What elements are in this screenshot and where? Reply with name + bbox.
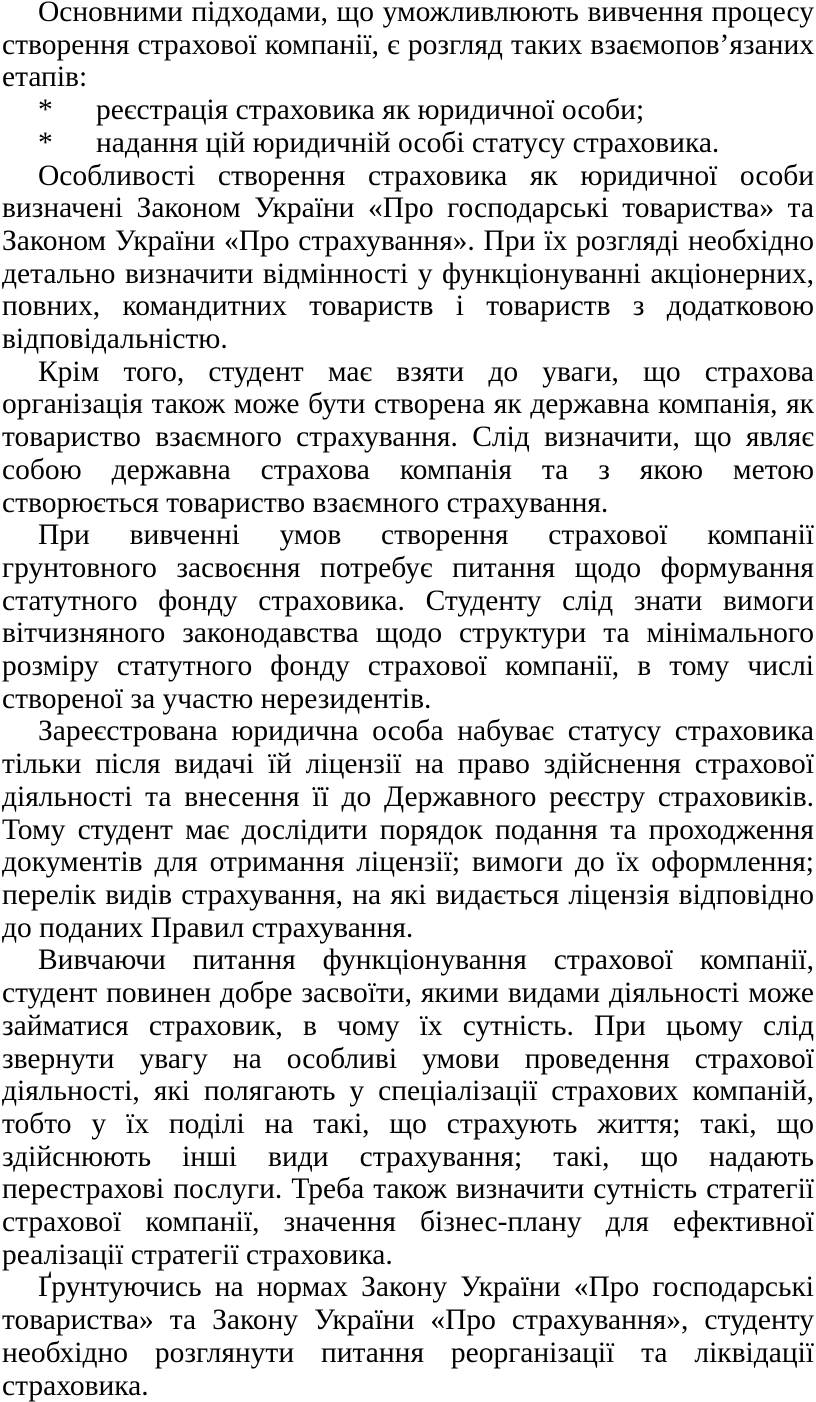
bullet-item (2, 127, 814, 160)
body-paragraph: Особливості створення страховика як юридичної особи визначені Законом України «Про господарські товариства» та Законом України «Про страхування». При їх розгляді необхідно детально визначити відмінності у функціонуванні акціонерних, повних, командитних товариств і товариств з додатковою відповідальністю. (2, 159, 814, 356)
body-paragraph: Вивчаючи питання функціонування страхової компанії, студент повинен добре засвоїти, якими видами діяльності може займатися страховик, в чому їх сутність. При цьому слід звернути увагу на особливі умови проведення страхової діяльності, які полягають у спеціалізації страхових компаній, тобто у їх поділі на такі, що страхують життя; такі, що здійснюють інші види страхування; такі, що надають перестрахові послуги. Треба також визначити сутність стратегії страхової компанії, значення бізнес-плану для ефективної реалізації стратегії страховика. (2, 944, 814, 1271)
bullet-marker: * (38, 126, 53, 159)
bullet-marker: * (38, 94, 53, 127)
bullet-text: надання цій юридичній особі статусу страховика. (96, 126, 720, 159)
body-paragraph: Зареєстрована юридична особа набуває статусу страховика тільки після видачі їй ліцензії на право здійснення страхової діяльності та внесення її до Державного реєстру страховиків. Тому студент має дослідити порядок подання та проходження документів для отримання ліцензії; вимоги до їх оформлення; перелік видів страхування, на які видається ліцензія відповідно до поданих Правил страхування. (2, 715, 814, 944)
body-paragraph: Крім того, студент має взяти до уваги, що страхова організація також може бути створена як державна компанія, як товариство взаємного страхування. Слід визначити, що являє собою державна страхова компанія та з якою метою створюється товариство взаємного страхування. (2, 355, 814, 519)
body-paragraph: Ґрунтуючись на нормах Закону України «Про господарські товариства» та Закону України «Про страхування», студенту необхідно розглянути питання реорганізації та ліквідації страховика. (2, 1271, 814, 1402)
bullet-item (2, 94, 814, 127)
bullet-text: реєстрація страховика як юридичної особи; (96, 94, 645, 127)
body-paragraph: При вивченні умов створення страхової компанії грунтовного засвоєння потребує питання щодо формування статутного фонду страховика. Студенту слід знати вимоги вітчизняного законодавства щодо структури та мінімального розміру статутного фонду страхової компанії, в тому числі створеної за участю нерезидентів. (2, 519, 814, 715)
intro-paragraph: Основними підходами, що уможливлюють вивчення процесу створення страхової компанії, є розгляд таких взаємопов’язаних етапів: (2, 0, 814, 94)
